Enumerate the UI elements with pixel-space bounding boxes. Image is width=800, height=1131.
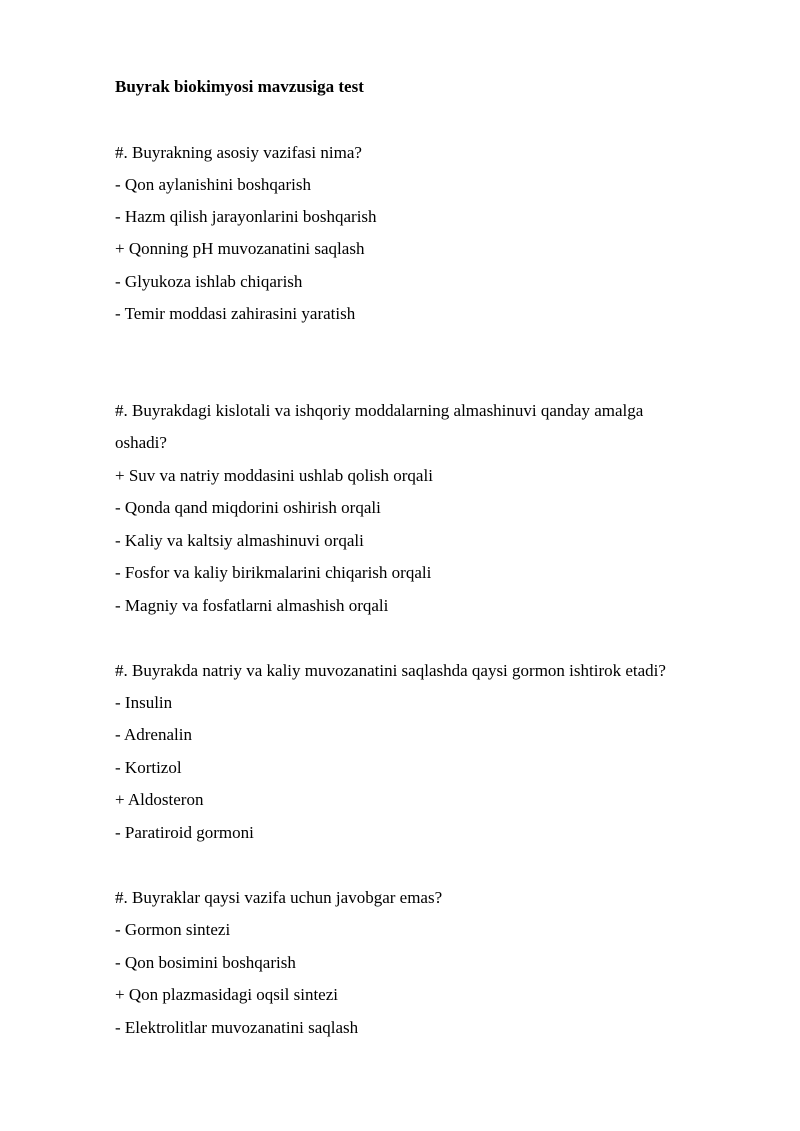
question-text: #. Buyraklar qaysi vazifa uchun javobgar emas?	[115, 888, 443, 907]
answer-option: - Paratiroid gormoni	[115, 823, 254, 842]
question-text-continued: oshadi?	[115, 433, 167, 452]
answer-option: - Magniy va fosfatlarni almashish orqali	[115, 596, 389, 615]
answer-option-correct: + Qonning pH muvozanatini saqlash	[115, 239, 365, 258]
answer-option: - Qon bosimini boshqarish	[115, 953, 296, 972]
answer-option: - Qonda qand miqdorini oshirish orqali	[115, 498, 381, 517]
answer-option: - Elektrolitlar muvozanatini saqlash	[115, 1018, 359, 1037]
answer-option: - Kortizol	[115, 758, 182, 777]
answer-option: - Hazm qilish jarayonlarini boshqarish	[115, 207, 377, 226]
question-text: #. Buyrakda natriy va kaliy muvozanatini saqlashda qaysi gormon ishtirok etadi?	[115, 661, 666, 680]
answer-option: - Adrenalin	[115, 725, 192, 744]
answer-option-correct: + Qon plazmasidagi oqsil sintezi	[115, 985, 338, 1004]
answer-option-correct: + Aldosteron	[115, 790, 204, 809]
question-text: #. Buyrakdagi kislotali va ishqoriy moddalarning almashinuvi qanday amalga	[115, 401, 644, 420]
answer-option-correct: + Suv va natriy moddasini ushlab qolish orqali	[115, 466, 433, 485]
answer-option: - Fosfor va kaliy birikmalarini chiqarish orqali	[115, 563, 432, 582]
answer-option: - Qon aylanishini boshqarish	[115, 175, 311, 194]
answer-option: - Temir moddasi zahirasini yaratish	[115, 304, 356, 323]
answer-option: - Kaliy va kaltsiy almashinuvi orqali	[115, 531, 364, 550]
document-title: Buyrak biokimyosi mavzusiga test	[115, 77, 364, 96]
answer-option: - Gormon sintezi	[115, 920, 231, 939]
answer-option: - Insulin	[115, 693, 173, 712]
question-text: #. Buyrakning asosiy vazifasi nima?	[115, 143, 362, 162]
answer-option: - Glyukoza ishlab chiqarish	[115, 272, 303, 291]
